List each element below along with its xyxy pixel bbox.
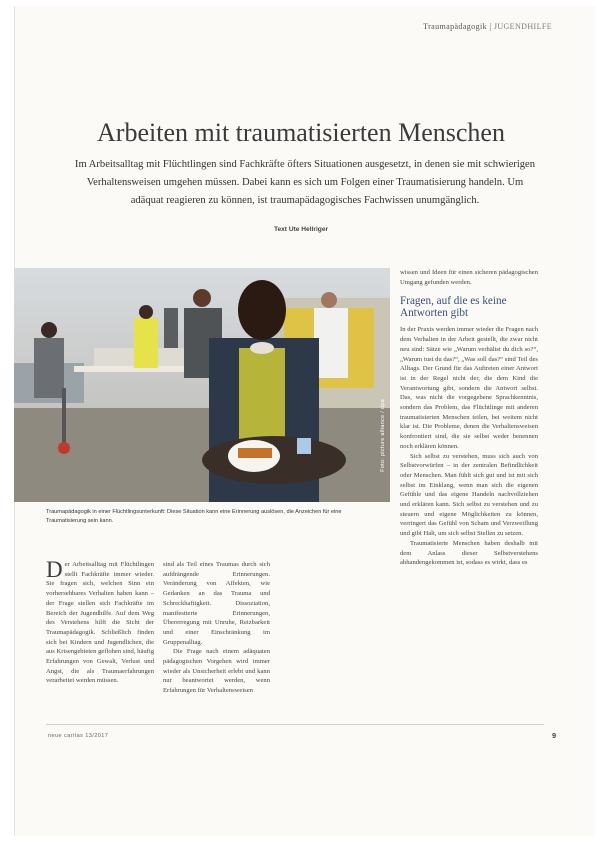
- photo-caption: Traumapädagogik in einer Flüchtlingsunterkunft: Diese Situation kann eine Erinnerung auslösen, die Anzeichen für eine Traumatisierung sein kann.: [46, 509, 342, 524]
- body-column-2: [163, 560, 270, 696]
- body-column-3: [400, 268, 538, 568]
- body-paragraph: In der Praxis werden immer wieder die Fragen nach dem Verhalten in der Arbeit gestellt, die zwar nicht neu sind: Sätze wie „Warum verhältst du dich so?“, „Warum tust du das?“, „Was soll das?“ sind Teil des Alltags. Der Grund für das Auftreten einer Antwort ist in der Regel nicht der, die dem Kind die Verantwortung gibt, sondern die Antwort selbst. Das, was nicht die vorgegebene Sprachkenntnis, sondern das Problem, das Flüchtlinge mit anderen traumatisierten Menschen teilen, bei weitem nicht klar ist. Die Probleme, denen die Verhaltensweisen konfrontiert sind, die sie selbst weder benennen noch erklären können.: [400, 326, 538, 450]
- photo-illustration: [14, 268, 390, 502]
- body-paragraph: Sich selbst zu verstehen, muss sich auch von Selbstvorwürfen – in der zentralen Befindlichkeit oder Menschen. Man fühlt sich gut und ist mit sich selbst im Einklang, wenn man sich die eigenen Gefühle und das eigene Handeln nachvollziehen und erklären kann. Sich selbst zu verstehen und zu steuern und eigene Möglichkeiten zu können, verringert das Gefühl von Scham und Verzweiflung und gibt Halt, um sich selbst Stellen zu setzen.: [400, 452, 538, 538]
- running-head-separator: |: [489, 22, 494, 31]
- article-lead: Im Arbeitsalltag mit Flüchtlingen sind Fachkräfte öfters Situationen ausgesetzt, in denen sie mit schwierigen Verhaltensweisen umgehen müssen. Dabei kann es sich um Folgen einer Traumatisierung handeln. Um adäquat reagieren zu können, ist traumapädagogisches Fachwissen unumgänglich.: [74, 159, 536, 206]
- running-head-section: JUGENDHILFE: [493, 22, 552, 31]
- drop-cap: D: [46, 557, 63, 582]
- footer-rule: [46, 724, 544, 725]
- body-paragraph: wissen und Ideen für einen sicheren pädagogischen Umgang gefunden werden.: [400, 269, 538, 286]
- body-paragraph: sind als Teil eines Traumas durch sich aufdrängende Erinnerungen. Veränderung von Affekten, wie Gedanken an das Trauma und Schreckhaftigkeit. Dissoziation, manifestierte Erinnerungen, Übererregung mit Unruhe, Reizbarkeit und einer Einschränkung im Gruppenalltag.: [163, 561, 270, 646]
- section-subheading: Fragen, auf die es keine Antworten gibt: [400, 295, 507, 320]
- photo-credit: Foto: picture alliance / dpa: [380, 399, 386, 472]
- page-number: 9: [552, 731, 557, 740]
- article-photo: [14, 268, 390, 502]
- article-headline: Arbeiten mit traumatisierten Menschen: [97, 118, 505, 147]
- body-column-1: [46, 557, 154, 686]
- body-paragraph: Traumatisierte Menschen haben deshalb mit dem Anlass dieser Selbstverstehens abhandengekommen ist, sodass es wirkt, dass es: [400, 539, 538, 567]
- author-byline: Text Ute Hellriger: [273, 226, 329, 233]
- running-head: [423, 22, 552, 31]
- body-text: er Arbeitsalltag mit Flüchtlingen stellt Fachkräfte immer wieder. Sie fragen sich, welchen Sinn ein vorhersehbares Verhalten haben kann – der Frage stellen sich Fachkräfte im Bereich der Jugendhilfe. Auf dem Weg des Verstehens hilft die Sicht der Traumapädagogik. Schließlich finden sich bei Kindern und Jugendlichen, die aus Krisengebieten geflohen sind, häufig Erfahrungen von Gewalt, Verlust und Angst, die als Traumaerfahrungen verarbeitet werden müssen.: [46, 561, 154, 685]
- magazine-footer: neue caritas 13/2017: [48, 733, 109, 739]
- body-paragraph: [46, 557, 154, 686]
- running-head-topic: Traumapädagogik: [423, 22, 487, 31]
- body-paragraph: Die Frage nach einem adäquaten pädagogischen Vorgehen wird immer wieder als Unsicherheit erlebt und kann nur beantwortet werden, wenn Erfahrungen für Verhaltensweisen: [163, 648, 270, 695]
